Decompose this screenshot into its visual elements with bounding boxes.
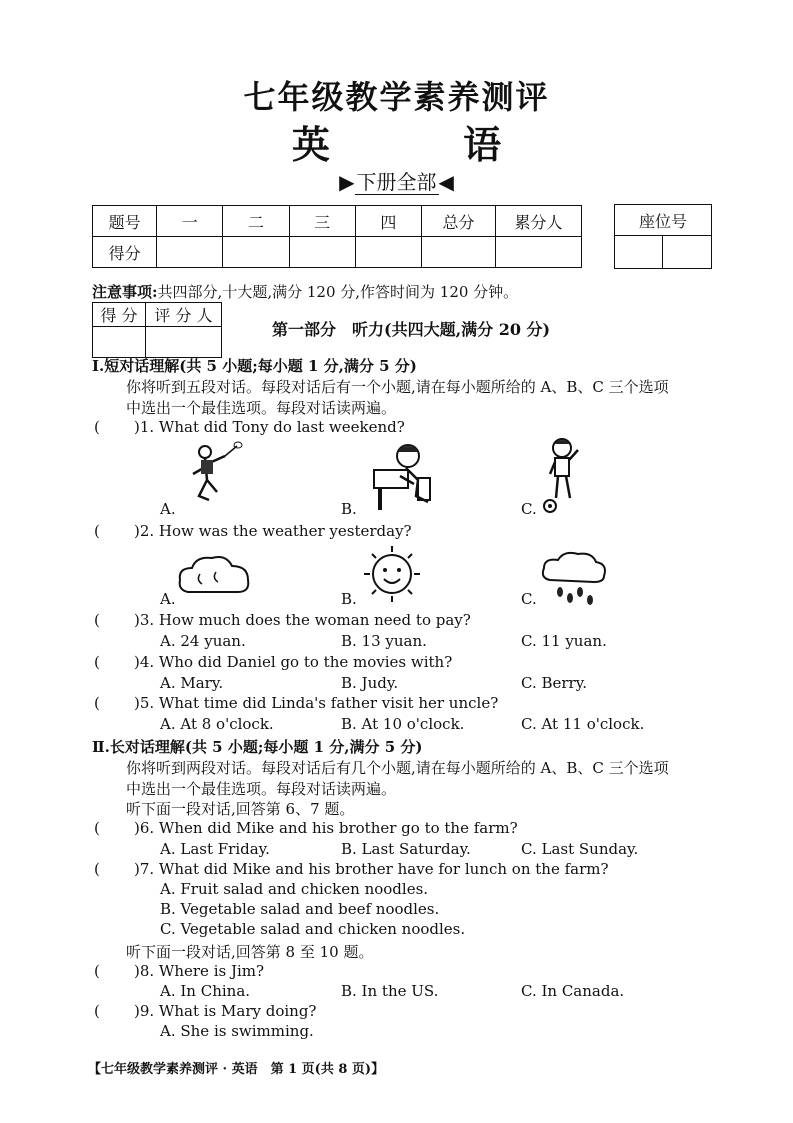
option-a: A. Last Friday. (160, 840, 270, 858)
score-cell: 题号 (93, 206, 157, 237)
answer-paren[interactable]: ( (94, 962, 100, 980)
part1-title: 第一部分 听力(共四大题,满分 20 分) (272, 320, 551, 339)
section1-instruction: 你将听到五段对话。每段对话后有一个小题,请在每小题所给的 A、B、C 三个选项 (126, 378, 669, 396)
score-input-cell[interactable] (157, 237, 223, 268)
option-b: B. At 10 o'clock. (341, 715, 465, 733)
option-a: A. (160, 500, 176, 518)
question-stem: )1. What did Tony do last weekend? (134, 418, 405, 436)
triangle-right-icon: ▶ (339, 170, 355, 194)
score-cell: 二 (223, 206, 289, 237)
answer-paren[interactable]: ( (94, 694, 100, 712)
sunny-icon (358, 542, 426, 606)
question-stem: )6. When did Mike and his brother go to the farm? (134, 819, 518, 837)
exam-note (92, 281, 518, 302)
option-a: A. 24 yuan. (160, 632, 246, 650)
seat-input-cell[interactable] (615, 236, 663, 269)
option-b: B. In the US. (341, 982, 439, 1000)
answer-paren[interactable]: ( (94, 522, 100, 540)
dialog-intro: 听下面一段对话,回答第 8 至 10 题。 (126, 943, 374, 961)
seat-input-cell[interactable] (663, 236, 712, 269)
option-c: C. Last Sunday. (521, 840, 639, 858)
option-a: A. (160, 590, 176, 608)
answer-paren[interactable]: ( (94, 418, 100, 436)
section2-instruction: 你将听到两段对话。每段对话后有几个小题,请在每小题所给的 A、B、C 三个选项 (126, 759, 669, 777)
answer-paren[interactable]: ( (94, 860, 100, 878)
question-stem: )5. What time did Linda's father visit her uncle? (134, 694, 499, 712)
score-cell: 一 (157, 206, 223, 237)
cloudy-icon (176, 552, 252, 598)
score-table-header-row (93, 206, 582, 237)
option-c: C. 11 yuan. (521, 632, 607, 650)
question-stem: )9. What is Mary doing? (134, 1002, 317, 1020)
note-label: 注意事项: (92, 283, 158, 301)
section1-title: Ⅰ.短对话理解(共 5 小题;每小题 1 分,满分 5 分) (92, 357, 417, 375)
score-cell: 累分人 (496, 206, 582, 237)
option-a: A. At 8 o'clock. (160, 715, 274, 733)
grader-name-label: 评 分 人 (146, 303, 222, 327)
answer-paren[interactable]: ( (94, 1002, 100, 1020)
triangle-left-icon: ◀ (438, 170, 454, 194)
seat-table (614, 204, 712, 269)
score-input-cell[interactable] (289, 237, 355, 268)
question-stem: )4. Who did Daniel go to the movies with? (134, 653, 453, 671)
option-c: C. Vegetable salad and chicken noodles. (160, 920, 466, 938)
dialog-intro: 听下面一段对话,回答第 6、7 题。 (126, 800, 355, 818)
score-cell: 三 (289, 206, 355, 237)
score-cell: 得分 (93, 237, 157, 268)
score-cell: 总分 (421, 206, 495, 237)
question-stem: )8. Where is Jim? (134, 962, 265, 980)
score-cell: 四 (355, 206, 421, 237)
student-at-desk-image (370, 440, 440, 515)
option-c: C. At 11 o'clock. (521, 715, 645, 733)
answer-paren[interactable]: ( (94, 653, 100, 671)
section2-instruction: 中选出一个最佳选项。每段对话读两遍。 (126, 780, 397, 798)
option-a: A. Mary. (160, 674, 224, 692)
option-b: B. 13 yuan. (341, 632, 427, 650)
option-c: C. (521, 590, 537, 608)
score-table-score-row (93, 237, 582, 268)
option-a: A. She is swimming. (160, 1022, 314, 1040)
subject-title: 英 语 (291, 122, 562, 167)
seat-label: 座位号 (615, 205, 712, 236)
option-b: B. Last Saturday. (341, 840, 471, 858)
option-c: C. (521, 500, 537, 518)
exam-title: 七年级教学素养测评 (243, 78, 550, 116)
question-stem: )7. What did Mike and his brother have for lunch on the farm? (134, 860, 609, 878)
volume-label (0, 166, 793, 195)
question-stem: )3. How much does the woman need to pay? (134, 611, 471, 629)
option-b: B. Vegetable salad and beef noodles. (160, 900, 440, 918)
badminton-player-image (175, 440, 245, 510)
rainy-icon (540, 550, 608, 608)
option-a: A. Fruit salad and chicken noodles. (160, 880, 429, 898)
note-text: 共四部分,十大题,满分 120 分,作答时间为 120 分钟。 (157, 283, 519, 301)
soccer-player-image (540, 436, 590, 516)
page-footer: 【七年级教学素养测评 · 英语 第 1 页(共 8 页)】 (88, 1062, 385, 1077)
question-stem: )2. How was the weather yesterday? (134, 522, 412, 540)
grader-table (92, 302, 222, 358)
answer-paren[interactable]: ( (94, 819, 100, 837)
grader-name-cell[interactable] (146, 327, 222, 358)
option-b: B. (341, 500, 357, 518)
grader-score-cell[interactable] (93, 327, 146, 358)
section2-title: Ⅱ.长对话理解(共 5 小题;每小题 1 分,满分 5 分) (92, 738, 423, 756)
score-input-cell[interactable] (496, 237, 582, 268)
score-table (92, 205, 582, 268)
grader-score-label: 得 分 (93, 303, 146, 327)
option-b: B. Judy. (341, 674, 399, 692)
option-c: C. Berry. (521, 674, 587, 692)
answer-paren[interactable]: ( (94, 611, 100, 629)
option-a: A. In China. (160, 982, 251, 1000)
option-c: C. In Canada. (521, 982, 625, 1000)
score-input-cell[interactable] (355, 237, 421, 268)
section1-instruction: 中选出一个最佳选项。每段对话读两遍。 (126, 399, 397, 417)
score-input-cell[interactable] (421, 237, 495, 268)
score-input-cell[interactable] (223, 237, 289, 268)
option-b: B. (341, 590, 357, 608)
volume-text: 下册全部 (356, 170, 437, 194)
